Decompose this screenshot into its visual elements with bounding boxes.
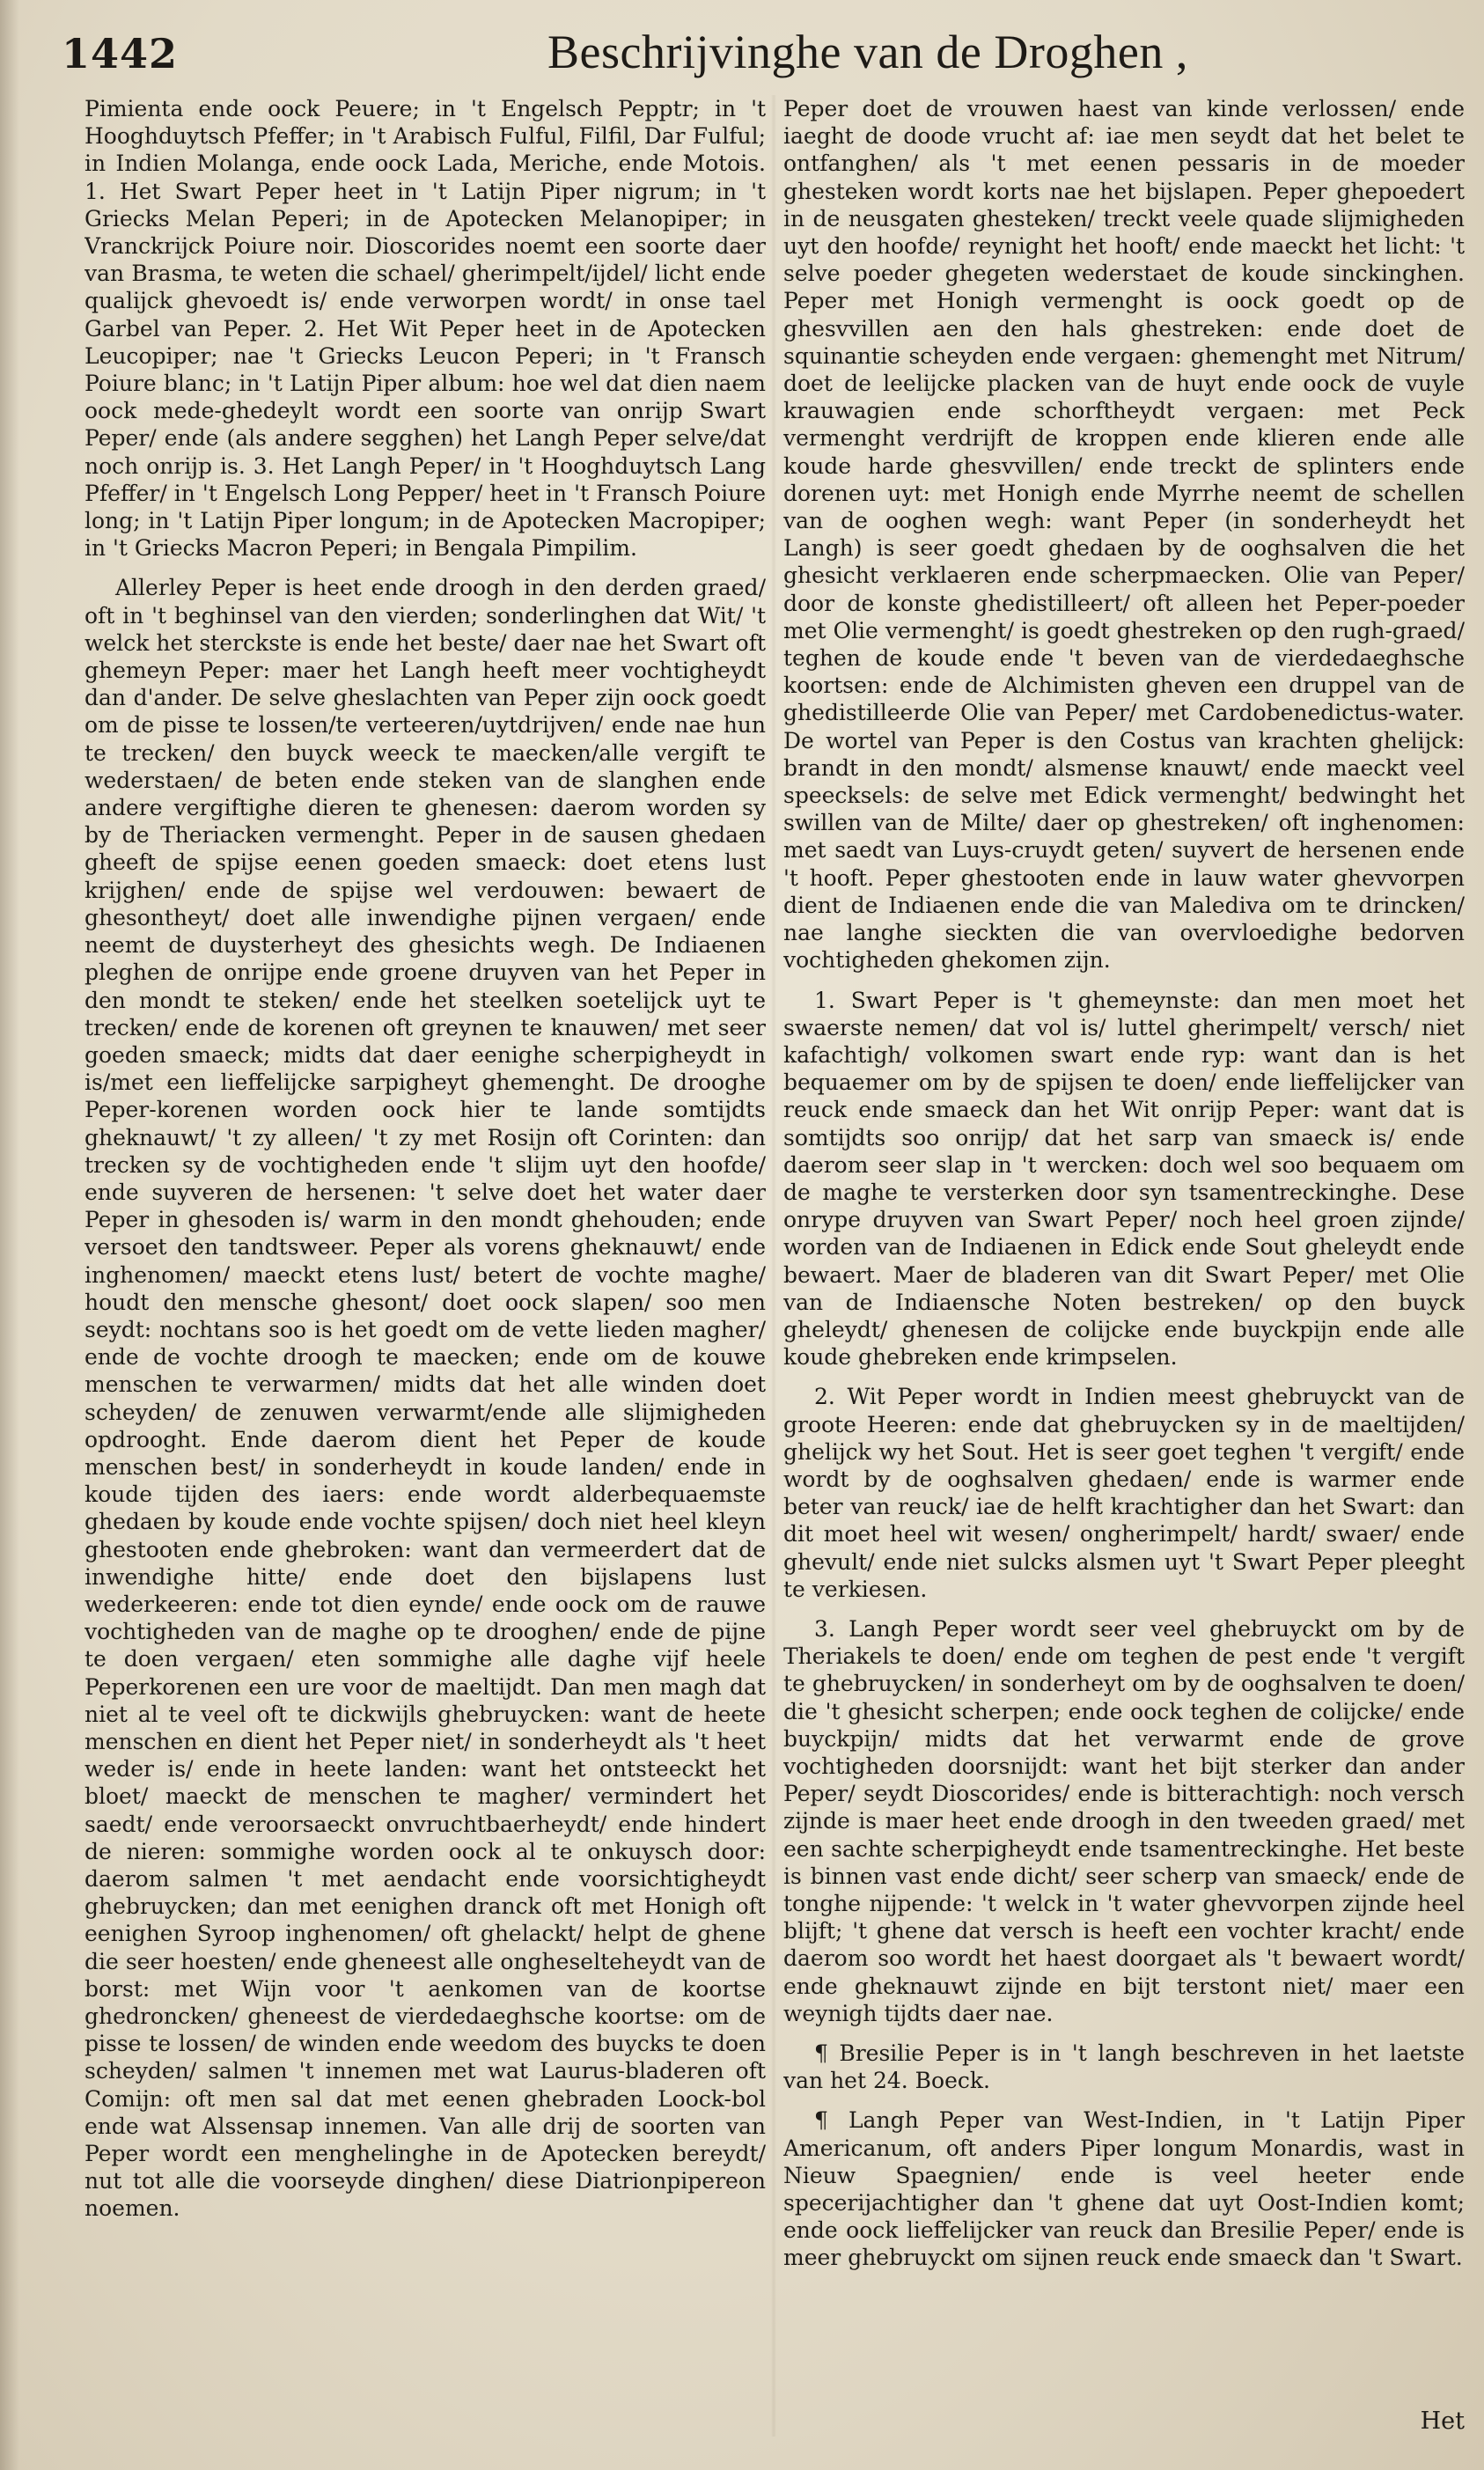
right-paragraph: 1. Swart Peper is 't ghemeynste: dan men moet het swaerste nemen/ dat vol is/ luttel gherimpelt/ versch/ niet kafachtigh/ volkomen swart ende ryp: want dan is het bequaemer om by de spijsen te doen/ ende lieffelijcker van reuck ende smaeck dan het Wit onrijp Peper: want dat is somtijdts soo onrijp/ dat het sarp van smaeck is/ ende daerom seer slap in 't wercken: doch wel soo bequaem om de maghe te versterken door syn tsamentreckinghe. Dese onrype druyven van Swart Peper/ noch heel groen zijnde/ worden van de Indiaenen in Edick ende Sout gheleydt ende bewaert. Maer de bladeren van dit Swart Peper/ met Olie van de Indiaensche Noten bestreken/ op den buyck gheleydt/ ghenesen de colijcke ende buyckpijn ende alle koude ghebreken ende krimpselen. xyxy=(783,987,1465,1371)
left-paragraph: Pimienta ende oock Peuere; in 't Engelsch Pepptr; in 't Hooghduytsch Pfeffer; in 't Arabisch Fulful, Filfil, Dar Fulful; in Indien Molanga, ende oock Lada, Meriche, ende Motois. 1. Het Swart Peper heet in 't Latijn Piper nigrum; in 't Griecks Melan Peperi; in de Apotecken Melanopiper; in Vranckrijck Poiure noir. Dioscorides noemt een soorte daer van Brasma, te weten die schael/ gherimpelt/ijdel/ licht ende qualijck ghevoedt is/ ende verworpen wordt/ in onse tael Garbel van Peper. 2. Het Wit Peper heet in de Apotecken Leucopiper; nae 't Griecks Leucon Peperi; in 't Fransch Poiure blanc; in 't Latijn Piper album: hoe wel dat dien naem oock mede-ghedeylt wordt een soorte van onrijp Swart Peper/ ende (als andere segghen) het Langh Peper selve/dat noch onrijp is. 3. Het Langh Peper/ in 't Hooghduytsch Lang Pfeffer/ in 't Engelsch Long Pepper/ heet in 't Fransch Poiure long; in 't Latijn Piper longum; in de Apotecken Macropiper; in 't Griecks Macron Peperi; in Bengala Pimpilim. xyxy=(84,96,766,562)
catchword: Het xyxy=(1420,2408,1465,2435)
right-paragraph: 3. Langh Peper wordt seer veel ghebruyckt om by de Theriakels te doen/ ende om teghen de pest ende 't vergift te ghebruycken/ in sonderheyt om by de ooghsalven te doen/ die 't ghesicht scherpen; ende oock teghen de colijcke/ ende buyckpijn/ midts dat het verwarmt ende de grove vochtigheden doorsnijdt: want het bijt sterker dan ander Peper/ seydt Dioscorides/ ende is bitterachtigh: noch versch zijnde is maer heet ende droogh in den tweeden graed/ met een sachte scherpigheydt ende tsamentreckinghe. Het beste is binnen vast ende dicht/ seer scherp van smaeck/ ende de tonghe nijpende: 't welck in 't water ghevvorpen zijnde heel blijft; 't ghene dat versch is heeft een vochter kracht/ ende daerom soo wordt het haest doorgaet als 't bewaert wordt/ ende gheknauwt zijnde en bijt terstont niet/ maer een weynigh tijdts daer nae. xyxy=(783,1615,1465,2026)
right-paragraph: ¶ Langh Peper van West-Indien, in 't Latijn Piper Americanum, oft anders Piper longum Monardis, wast in Nieuw Spaegnien/ ende is veel heeter ende specerijachtigher dan 't ghene dat uyt Oost-Indien komt; ende oock lieffelijcker van reuck dan Bresilie Peper/ ende is meer ghebruyckt om sijnen reuck ende smaeck dan 't Swart. xyxy=(783,2107,1465,2271)
left-paragraph: Allerley Peper is heet ende droogh in den derden graed/ oft in 't beghinsel van den vierden; sonderlinghen dat Wit/ 't welck het sterckste is ende het beste/ daer nae het Swart oft ghemeyn Peper: maer het Langh heeft meer vochtigheydt dan d'ander. De selve gheslachten van Peper zijn oock goedt om de pisse te lossen/te verteeren/uytdrijven/ ende nae hun te trecken/ den buyck weeck te maecken/alle vergift te wederstaen/ de beten ende steken van de slanghen ende andere vergiftighe dieren te ghenesen: daerom worden sy by de Theriacken vermenght. Peper in de sausen ghedaen gheeft de spijse eenen goeden smaeck: doet etens lust krijghen/ ende de spijse wel verdouwen: bewaert de ghesontheyt/ doet alle inwendighe pijnen vergaen/ ende neemt de duysterheyt des ghesichts wegh. De Indiaenen pleghen de onrijpe ende groene druyven van het Peper in den mondt te steken/ ende het steelken soetelijck uyt te trecken/ ende de korenen oft greynen te knauwen/ met seer goeden smaeck; midts dat daer eenighe scherpigheydt in is/met een lieffelijcke sarpigheyt ghemenght. De drooghe Peper-korenen worden oock hier te lande somtijdts gheknauwt/ 't zy alleen/ 't zy met Rosijn oft Corinten: dan trecken sy de vochtigheden ende 't slijm uyt den hoofde/ ende suyveren de hersenen: 't selve doet het water daer Peper in ghesoden is/ warm in den mondt ghehouden; ende versoet den tandtsweer. Peper als vorens gheknauwt/ ende inghenomen/ maeckt etens lust/ betert de vochte maghe/ houdt den mensche ghesont/ doet oock slapen/ soo men seydt: nochtans soo is het goedt om de vette lieden magher/ ende de vochte droogh te maecken; ende om de kouwe menschen te verwarmen/ midts dat het alle winden doet scheyden/ de zenuwen verwarmt/ende alle slijmigheden opdrooght. Ende daerom dient het Peper de koude menschen best/ in sonderheydt in koude landen/ ende in koude tijden des iaers: ende wordt alderbequaemste ghedaen by koude ende vochte spijsen/ doch niet heel kleyn ghestooten ende ghebroken: want dan vermeerdert dat de inwendighe hitte/ ende doet den bijslapens lust wederkeeren: ende tot dien eynde/ ende oock om de rauwe vochtigheden van de maghe op te drooghen/ ende de pijne te doen vergaen/ eten sommighe alle daghe vijf heele Peperkorenen een ure voor de maeltijdt. Dan men magh dat niet al te veel oft te dickwijls ghebruycken: want de heete menschen en dient het Peper niet/ in sonderheydt als 't heet weder is/ ende in heete landen: want het ontsteeckt het bloet/ maeckt de menschen te magher/ vermindert het saedt/ ende veroorsaeckt onvruchtbaerheydt/ ende hindert de nieren: sommighe worden oock al te onkuysch door: daerom salmen 't met aendacht ende voorsichtigheydt ghebruycken; dan met eenighen dranck oft met Honigh oft eenighen Syroop inghenomen/ oft ghelackt/ helpt de ghene die seer hoesten/ ende gheneest alle ongheselteheydt van de borst: met Wijn voor 't aenkomen van de koortse ghedroncken/ gheneest de vierdedaeghsche koortse: om de pisse te lossen/ de winden ende weedom des buycks te doen scheyden/ salmen 't innemen met wat Laurus-bladeren oft Comijn: oft men sal dat met eenen ghebraden Loock-bol ende wat Alssensap innemen. Van alle drij de soorten van Peper wordt een menghelinghe in de Apotecken bereydt/ nut tot alle die voorseyde dinghen/ diese Diatrionpipereon noemen. xyxy=(84,575,766,2222)
left-column xyxy=(84,95,766,2454)
column-gutter xyxy=(771,95,776,2437)
right-paragraph: 2. Wit Peper wordt in Indien meest ghebruyckt van de groote Heeren: ende dat ghebruycken sy in de maeltijden/ ghelijck wy het Sout. Het is seer goet teghen 't vergift/ ende wordt by de ooghsalven ghedaen/ ende is warmer ende beter van reuck/ iae de helft krachtigher dan het Swart: dan dit moet heel wit wesen/ ongherimpelt/ hardt/ swaer/ ende ghevult/ ende niet sulcks alsmen uyt 't Swart Peper pleeght te verkiesen. xyxy=(783,1384,1465,1602)
right-paragraph: ¶ Bresilie Peper is in 't langh beschreven in het laetste van het 24. Boeck. xyxy=(783,2040,1465,2094)
page-number: 1442 xyxy=(62,30,179,77)
page-header xyxy=(62,25,1435,86)
right-column xyxy=(783,95,1465,2454)
page-edge-shadow xyxy=(0,0,19,2470)
running-title: Beschrijvinghe van de Droghen , xyxy=(547,26,1188,78)
right-paragraph: Peper doet de vrouwen haest van kinde verlossen/ ende iaeght de doode vrucht af: iae men seydt dat het belet te ontfanghen/ als 't met eenen pessaris in de moeder ghesteken wordt korts nae het bijslapen. Peper ghepoedert in de neusgaten ghesteken/ treckt veele quade slijmigheden uyt den hoofde/ reynight het hooft/ ende maeckt het licht: 't selve poeder ghegeten wederstaet de koude sinckinghen. Peper met Honigh vermenght is oock goedt op de ghesvvillen aen den hals ghestreken: ende doet de squinantie scheyden ende vergaen: ghemenght met Nitrum/ doet de leelijcke placken van de huyt ende oock de vuyle krauwagien ende schorftheydt vergaen: met Peck vermenght verdrijft de kroppen ende klieren ende alle koude harde ghesvvillen/ ende treckt de splinters ende dorenen uyt: met Honigh ende Myrrhe neemt de schellen van de ooghen wegh: want Peper (in sonderheydt het Langh) is seer goedt ghedaen by de ooghsalven die het ghesicht verklaeren ende scherpmaecken. Olie van Peper/ door de konste ghedistilleert/ oft alleen het Peper-poeder met Olie vermenght/ is goedt ghestreken op den rugh-graed/ teghen de koude ende 't beven van de vierdedaeghsche koortsen: ende de Alchimisten gheven een druppel van de ghedistilleerde Olie van Peper/ met Cardobenedictus-water. De wortel van Peper is den Costus van krachten ghelijck: brandt in den mondt/ alsmense knauwt/ ende maeckt veel speecksels: de selve met Edick vermenght/ bedwinght het swillen van de Milte/ daer op ghestreken/ oft inghenomen: met saedt van Luys-cruydt geten/ suyvert de hersenen ende 't hooft. Peper ghestooten ende in lauw water ghevvorpen dient de Indiaenen ende die van Malediva om te drincken/ nae langhe sieckten die van overvloedighe bedorven vochtigheden ghekomen zijn. xyxy=(783,96,1465,974)
